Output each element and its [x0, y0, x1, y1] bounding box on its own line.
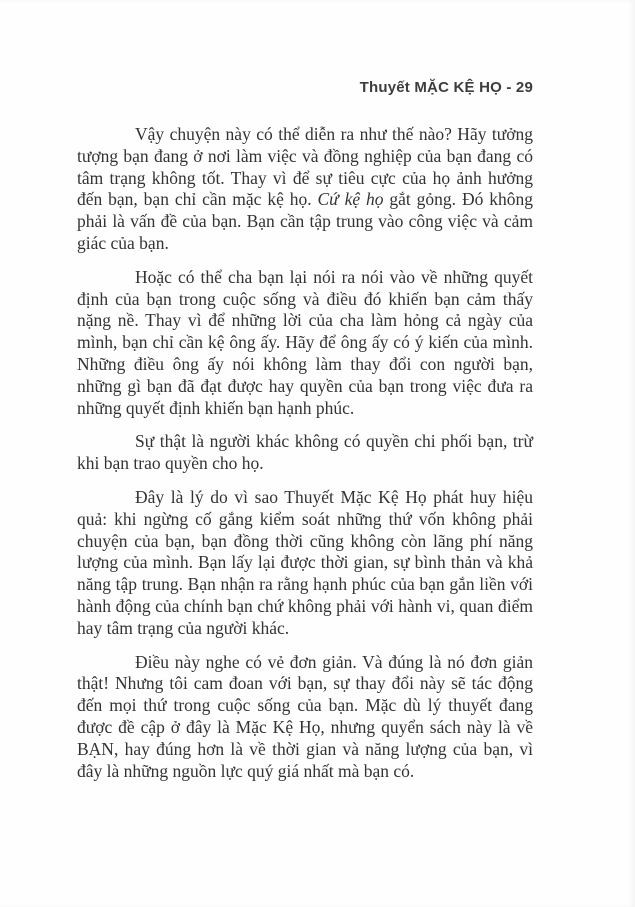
text-run: Hoặc có thể cha bạn lại nói ra nói vào về những quyết định của bạn trong cuộc sống và điều đó khiến bạn cảm thấy nặng nề. Thay vì để những lời của cha làm hỏng cả ngày của mình, bạn chỉ cần kệ ông ấy. Hãy để ông ấy có ý kiến của mình. Những điều ông ấy nói không làm thay đổi con người bạn, những gì bạn đã đạt được hay quyền của bạn trong việc đưa ra những quyết định khiến bạn hạnh phúc.	[77, 266, 533, 418]
body-paragraph	[77, 652, 533, 783]
text-run: Đây là lý do vì sao Thuyết Mặc Kệ Họ phát huy hiệu quả: khi ngừng cố gắng kiểm soát những thứ vốn không phải chuyện của bạn, bạn đồng thời cũng không còn lãng phí năng lượng của mình. Bạn lấy lại được thời gian, sự bình thản và khả năng tập trung. Bạn nhận ra rằng hạnh phúc của bạn gắn liền với hành động của chính bạn chứ không phải với hành vi, quan điểm hay tâm trạng của người khác.	[77, 486, 533, 638]
body-paragraph	[77, 487, 533, 640]
text-run: gắt gỏng. Đó không phải là vấn đề của bạn. Bạn cần tập trung vào công việc và cảm giác của bạn.	[77, 189, 533, 253]
body-paragraph	[77, 431, 533, 475]
text-run: Vậy chuyện này có thể diễn ra như thế nào? Hãy tưởng tượng bạn đang ở nơi làm việc và đồng nghiệp của bạn đang có tâm trạng không tốt. Thay vì để sự tiêu cực của họ ảnh hưởng đến bạn, bạn chỉ cần mặc kệ họ.	[77, 124, 533, 210]
text-run-italic: Cứ kệ họ	[317, 189, 384, 210]
page-body-text	[77, 124, 533, 782]
body-paragraph	[77, 124, 533, 255]
text-run: Sự thật là người khác không có quyền chi phối bạn, trừ khi bạn trao quyền cho họ.	[77, 431, 533, 474]
body-paragraph	[77, 267, 533, 420]
text-run: Điều này nghe có vẻ đơn giản. Và đúng là nó đơn giản thật! Nhưng tôi cam đoan với bạn, sự thay đổi này sẽ tác động đến mọi thứ trong cuộc sống của bạn. Mặc dù lý thuyết đang được đề cập ở đây là Mặc Kệ Họ, nhưng quyển sách này là về BẠN, hay đúng hơn là về thời gian và năng lượng của bạn, vì đây là những nguồn lực quý giá nhất mà bạn có.	[77, 651, 533, 781]
running-header: Thuyết MẶC KỆ HỌ - 29	[359, 79, 533, 96]
